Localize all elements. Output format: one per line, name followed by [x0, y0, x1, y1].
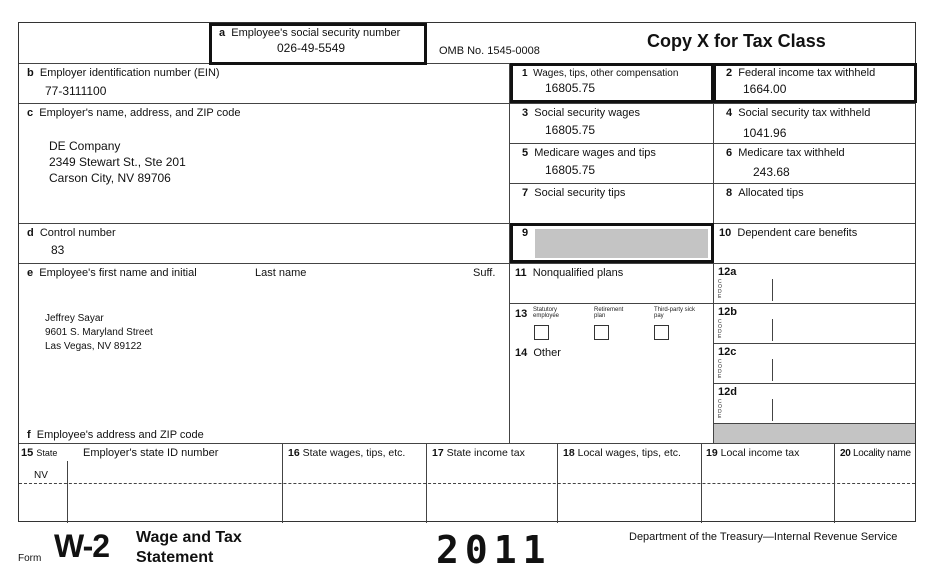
- box-13-num: 13: [515, 308, 528, 320]
- box-11-num: 11: [515, 267, 527, 279]
- employer-name: DE Company: [49, 139, 121, 153]
- box-c-letter: c: [27, 107, 34, 119]
- box-e-letter: e: [27, 267, 34, 279]
- box-17-label: State income tax: [446, 447, 525, 459]
- box-8-num: 8: [726, 187, 733, 199]
- box-3-label: Social security wages: [534, 107, 641, 119]
- box-f-letter: f: [27, 429, 31, 441]
- box-b-letter: b: [27, 67, 34, 79]
- treasury-dept: Department of the Treasury—Internal Revenue Service: [629, 531, 898, 543]
- box-d-label: Control number: [39, 227, 116, 239]
- box-19-num: 19: [706, 447, 718, 459]
- box-2-label: Federal income tax withheld: [738, 67, 876, 79]
- box-b-label: Employer identification number (EIN): [39, 67, 220, 79]
- box-17-num: 17: [432, 447, 444, 459]
- medicare-tax-value: 243.68: [753, 165, 790, 179]
- row-divider-4: [509, 183, 915, 184]
- row-divider-8: [713, 343, 915, 344]
- thirdparty-label: Third-party sick pay: [654, 307, 696, 319]
- ein-value: 77-3111100: [45, 84, 107, 98]
- row-divider-5: [19, 223, 915, 224]
- federal-tax-value: 1664.00: [743, 82, 787, 96]
- box-1-num: 1: [522, 68, 528, 79]
- box-6-label: Medicare tax withheld: [738, 147, 845, 159]
- box-7-num: 7: [522, 187, 529, 199]
- box-4-label: Social security tax withheld: [738, 107, 871, 119]
- box-12b-label: 12b: [718, 306, 737, 318]
- shaded-strip: [714, 424, 915, 443]
- employer-city: Carson City, NV 89706: [49, 171, 171, 185]
- state-dashed-divider: [19, 483, 915, 484]
- box-12a-code-divider: [772, 279, 773, 301]
- col-divider-16: [282, 443, 283, 523]
- box-7-label: Social security tips: [534, 187, 626, 199]
- box-9-num: 9: [522, 227, 529, 239]
- col-divider-19: [701, 443, 702, 523]
- box-a-label: Employee's social security number: [231, 27, 401, 39]
- box-14-label: Other: [533, 347, 561, 359]
- box-e-label: Employee's first name and initial: [39, 267, 197, 279]
- thirdparty-sick-pay-checkbox[interactable]: [654, 325, 669, 340]
- box-12c-code-label: C O D E: [718, 359, 722, 380]
- box-1-label: Wages, tips, other compensation: [533, 68, 679, 79]
- box-12d-label: 12d: [718, 386, 737, 398]
- box-6-num: 6: [726, 147, 733, 159]
- box-2-num: 2: [726, 67, 733, 79]
- box-12c-label: 12c: [718, 346, 737, 358]
- employee-street: 9601 S. Maryland Street: [45, 327, 153, 338]
- row-divider-6: [19, 263, 915, 264]
- box-16-num: 16: [288, 447, 300, 459]
- box-16-label: State wages, tips, etc.: [302, 447, 406, 459]
- box-10-label: Dependent care benefits: [737, 227, 858, 239]
- row-divider-3: [509, 143, 915, 144]
- box-f-label: Employee's address and ZIP code: [36, 429, 204, 441]
- form-code: W-2: [54, 528, 110, 564]
- ss-tax-value: 1041.96: [743, 126, 787, 140]
- col-divider-18: [557, 443, 558, 523]
- box-12d-code-label: C O D E: [718, 399, 722, 420]
- state-label: State: [36, 448, 58, 458]
- omb-number: OMB No. 1545-0008: [439, 45, 540, 57]
- box-12b-code-label: C O D E: [718, 319, 722, 340]
- box-c-label: Employer's name, address, and ZIP code: [39, 107, 241, 119]
- form-title-line2: Statement: [136, 549, 214, 566]
- box-18-num: 18: [563, 447, 575, 459]
- medicare-wages-value: 16805.75: [545, 163, 596, 177]
- box-4-num: 4: [726, 107, 733, 119]
- ss-wages-value: 16805.75: [545, 123, 596, 137]
- statutory-employee-checkbox[interactable]: [534, 325, 549, 340]
- box-20-label: Locality name: [853, 448, 911, 459]
- box-11-label: Nonqualified plans: [532, 267, 624, 279]
- state-value: NV: [34, 470, 48, 481]
- form-title-line1: Wage and Tax: [136, 529, 242, 546]
- box-8-label: Allocated tips: [738, 187, 804, 199]
- box-12b-code-divider: [772, 319, 773, 341]
- box-3-num: 3: [522, 107, 529, 119]
- ssn-value: 026-49-5549: [277, 41, 346, 55]
- box-9-shading: [535, 229, 708, 258]
- box-a-letter: a: [219, 27, 226, 39]
- row-divider-2: [19, 103, 915, 104]
- row-divider-9: [713, 383, 915, 384]
- box-14-num: 14: [515, 347, 528, 359]
- box-15-num: 15: [21, 447, 34, 459]
- employer-street: 2349 Stewart St., Ste 201: [49, 155, 186, 169]
- box-5-label: Medicare wages and tips: [534, 147, 656, 159]
- row-divider-11: [19, 443, 915, 444]
- box-12a-code-label: C O D E: [718, 279, 722, 300]
- employee-city: Las Vegas, NV 89122: [45, 341, 142, 352]
- col-divider-17: [426, 443, 427, 523]
- w2-form: [18, 22, 916, 522]
- box-5-num: 5: [522, 147, 529, 159]
- state-id-label: Employer's state ID number: [83, 447, 219, 459]
- tax-year: 2011: [436, 528, 552, 572]
- suffix-label: Suff.: [473, 267, 496, 279]
- box-18-label: Local wages, tips, etc.: [577, 447, 681, 459]
- control-number-value: 83: [51, 243, 65, 257]
- wages-value: 16805.75: [545, 81, 596, 95]
- employee-name: Jeffrey Sayar: [45, 313, 104, 324]
- box-10-num: 10: [719, 227, 732, 239]
- retirement-label: Retirement plan: [594, 307, 624, 319]
- box-12a-label: 12a: [718, 266, 737, 278]
- box-12c-code-divider: [772, 359, 773, 381]
- box-12d-code-divider: [772, 399, 773, 421]
- statutory-label: Statutory employee: [533, 307, 560, 319]
- retirement-plan-checkbox[interactable]: [594, 325, 609, 340]
- col-divider-state: [67, 461, 68, 523]
- box-d-letter: d: [27, 227, 34, 239]
- last-name-label: Last name: [255, 267, 307, 279]
- box-19-label: Local income tax: [720, 447, 800, 459]
- row-divider-7: [509, 303, 915, 304]
- box-20-num: 20: [840, 448, 851, 459]
- col-divider-20: [834, 443, 835, 523]
- form-word: Form: [18, 553, 42, 564]
- copy-title: Copy X for Tax Class: [647, 31, 826, 51]
